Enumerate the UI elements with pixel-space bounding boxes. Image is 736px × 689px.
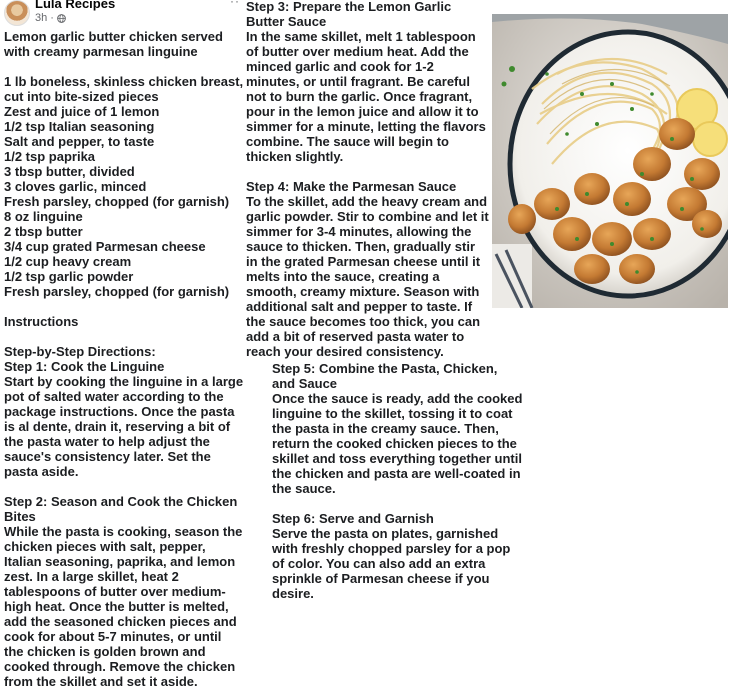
ellipsis-icon[interactable]: ·· <box>230 0 240 8</box>
post-meta: 3h · <box>35 12 66 24</box>
recipe-column-1: Lemon garlic butter chicken served with creamy parmesan linguine 1 lb boneless, skinless chicken breast, cut into bite-sized pieces Zest and juice of 1 lemon 1/2 tsp Italian seasoning Salt and pepper, to taste 1/2 tsp paprika 3 tbsp butter, divided 3 cloves garlic, minced Fresh parsley, chopped (for garnish) 8 oz linguine 2 tbsp butter 3/4 cup grated Parmesan cheese 1/2 cup heavy cream 1/2 tsp garlic powder Fresh parsley, chopped (for garnish) Instructions Step-by-Step Directions: Step 1: Cook the Linguine Start by cooking the linguine in a large pot of salted water according to the package instructions. Once the pasta is al dente, drain it, reserving a bit of the pasta water to help adjust the sauce's consistency later. Set the pasta aside. Step 2: Season and Cook the Chicken Bites While the pasta is cooking, season the chicken pieces with salt, pepper, Italian seasoning, paprika, and lemon zest. In a large skillet, heat 2 tablespoons of butter over medium-high heat. Once the butter is melted, add the seasoned chicken pieces and cook for about 5-7 minutes, or until the chicken is golden brown and cooked through. Remove the chicken from the skillet and set it aside. <box>4 29 244 689</box>
post-header <box>4 0 244 28</box>
recipe-column-3: Step 5: Combine the Pasta, Chicken, and Sauce Once the sauce is ready, add the cooked linguine to the skillet, tossing it to coat the pasta in the creamy sauce. Then, return the cooked chicken pieces to the skillet and toss everything together until the chicken and pasta are well-coated in the sauce. Step 6: Serve and Garnish Serve the pasta on plates, garnished with freshly chopped parsley for a pop of color. You can also add an extra sprinkle of Parmesan cheese if you desire. <box>272 361 523 601</box>
dish-photo <box>492 14 728 308</box>
recipe-column-2: Step 3: Prepare the Lemon Garlic Butter Sauce In the same skillet, melt 1 tablespoon of butter over medium heat. Add the minced garlic and cook for 1-2 minutes, or until fragrant. Be careful not to burn the garlic. Once fragrant, pour in the lemon juice and allow it to simmer for a minute, letting the flavors combine. The sauce will begin to thicken slightly. Step 4: Make the Parmesan Sauce To the skillet, add the heavy cream and garlic powder. Stir to combine and let it simmer for 3-4 minutes, allowing the sauce to thicken. Then, gradually stir in the grated Parmesan cheese until it melts into the sauce, creating a smooth, creamy mixture. Season with additional salt and pepper to taste. If the sauce becomes too thick, you can add a bit of reserved pasta water to reach your desired consistency. <box>246 0 489 359</box>
post-time[interactable]: 3h <box>35 12 48 24</box>
globe-icon <box>57 14 66 23</box>
author-name[interactable]: Lula Recipes <box>35 0 116 11</box>
dish-image <box>492 14 728 308</box>
avatar[interactable] <box>4 0 30 26</box>
